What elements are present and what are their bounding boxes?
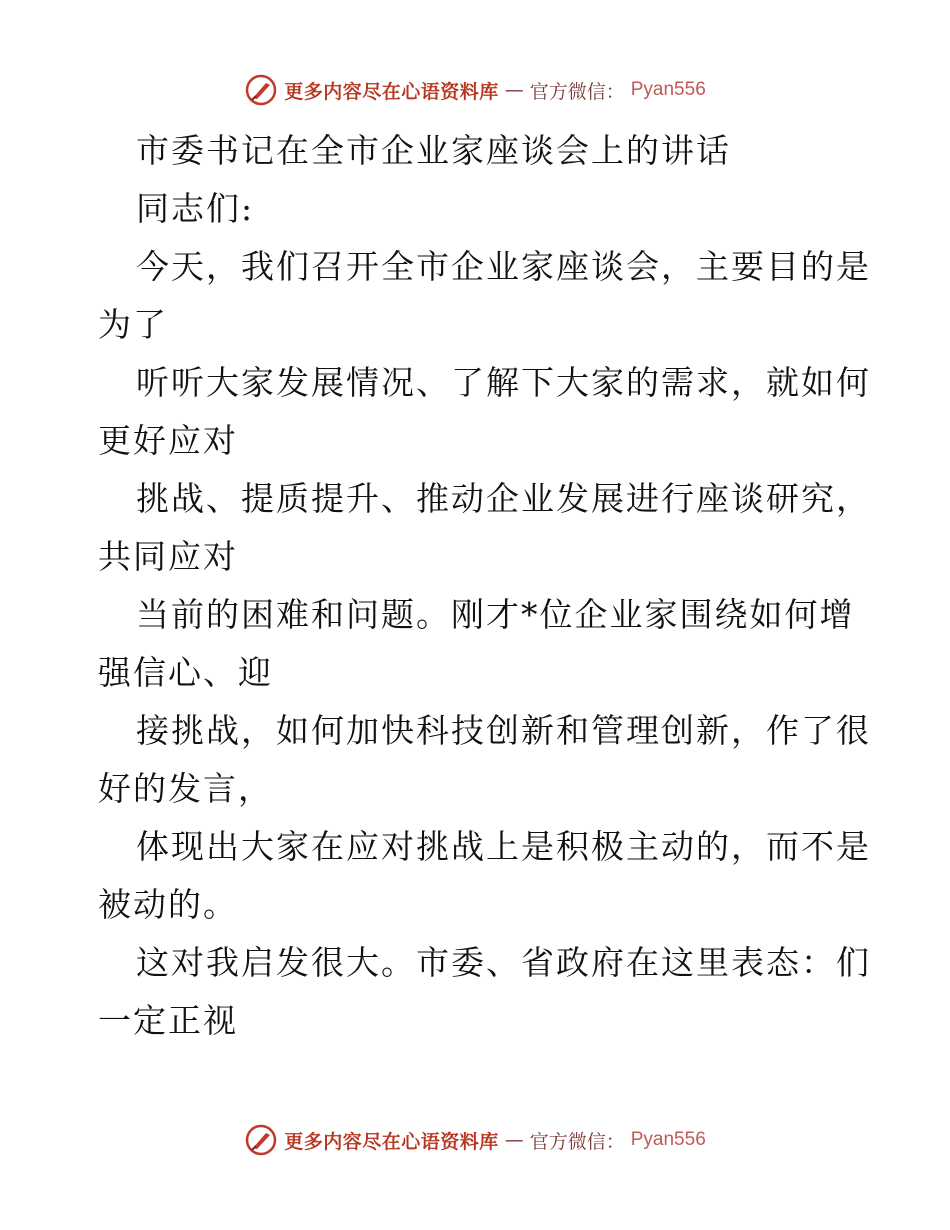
wechat-id: Pyan556 (630, 1129, 706, 1150)
wechat-label: 官方微信： (529, 1130, 625, 1153)
paragraph-line: 为了 (98, 305, 168, 344)
paragraph-line: 共同应对 (98, 537, 238, 576)
wechat-label: 官方微信： (529, 80, 625, 103)
paragraph-line: 当前的困难和问题。刚才*位企业家围绕如何增 (136, 595, 855, 634)
paragraph-line: 今天，我们召开全市企业家座谈会，主要目的是 (136, 247, 871, 286)
paragraph-line: 接挑战，如何加快科技创新和管理创新，作了很 (136, 711, 871, 750)
quill-logo-icon (244, 73, 278, 107)
quill-logo-icon (244, 1123, 278, 1157)
wechat-id: Pyan556 (630, 79, 706, 100)
paragraph-line: 一定正视 (98, 1001, 238, 1040)
paragraph-line: 这对我启发很大。市委、省政府在这里表态：们 (136, 943, 871, 982)
banner-dash: — (504, 1129, 524, 1151)
site-name-text: 更多内容尽在心语资料库 (284, 80, 499, 103)
paragraph-line: 更好应对 (98, 421, 238, 460)
banner-dash: — (504, 79, 524, 101)
paragraph-line: 被动的。 (98, 885, 238, 924)
footer-watermark-banner (0, 1120, 950, 1160)
document-body (98, 122, 871, 1050)
salutation: 同志们: (136, 189, 255, 228)
paragraph-line: 听听大家发展情况、了解下大家的需求，就如何 (136, 363, 871, 402)
paragraph-line: 好的发言， (98, 769, 273, 808)
paragraph-line: 体现出大家在应对挑战上是积极主动的，而不是 (136, 827, 871, 866)
site-name-text: 更多内容尽在心语资料库 (284, 1130, 499, 1153)
paragraph-line: 强信心、迎 (98, 653, 273, 692)
document-title: 市委书记在全市企业家座谈会上的讲话 (136, 131, 731, 170)
paragraph-line: 挑战、提质提升、推动企业发展进行座谈研究， (136, 479, 871, 518)
header-watermark-banner (0, 70, 950, 110)
